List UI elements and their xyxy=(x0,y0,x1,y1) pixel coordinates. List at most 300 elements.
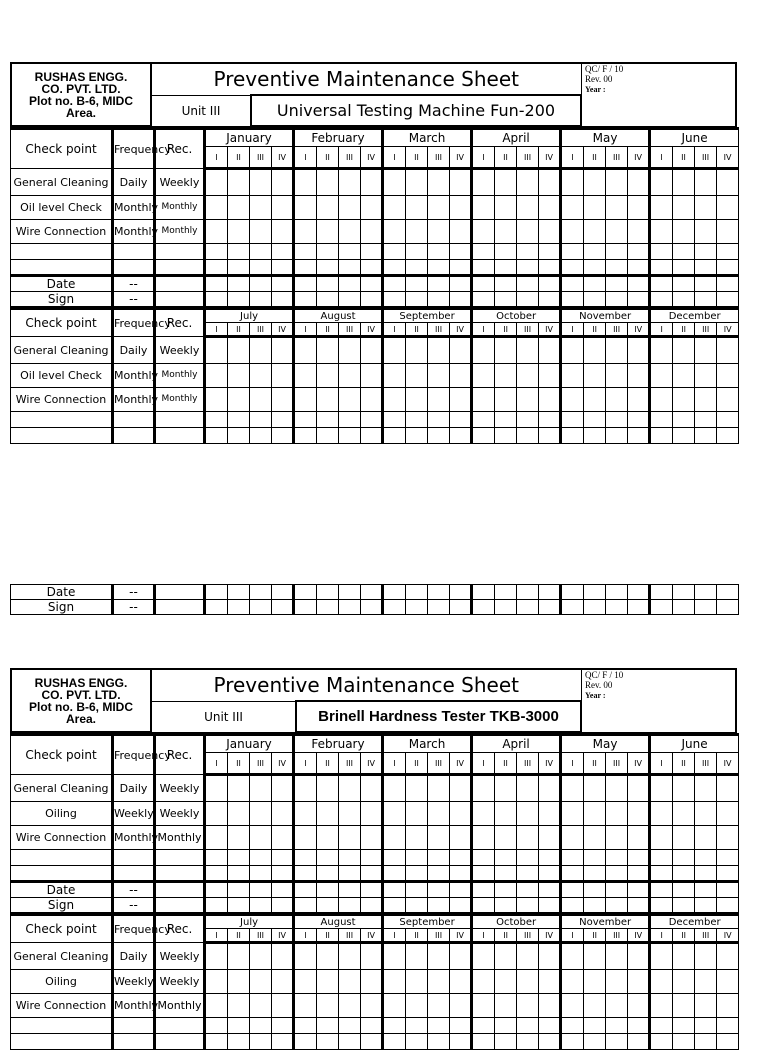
entry-cell[interactable] xyxy=(650,994,673,1018)
entry-cell[interactable] xyxy=(584,337,606,364)
entry-cell[interactable] xyxy=(339,428,361,444)
entry-cell[interactable] xyxy=(406,882,428,898)
entry-cell[interactable] xyxy=(717,169,739,196)
entry-cell[interactable] xyxy=(717,220,739,244)
entry-cell[interactable] xyxy=(250,826,272,850)
entry-cell[interactable] xyxy=(428,1034,450,1050)
entry-cell[interactable] xyxy=(250,292,272,307)
entry-cell[interactable] xyxy=(428,1018,450,1034)
entry-cell[interactable] xyxy=(472,260,495,276)
entry-cell[interactable] xyxy=(517,994,539,1018)
entry-cell[interactable] xyxy=(495,882,517,898)
entry-cell[interactable] xyxy=(428,585,450,600)
entry-cell[interactable] xyxy=(428,943,450,970)
entry-cell[interactable] xyxy=(428,292,450,307)
entry-cell[interactable] xyxy=(472,337,495,364)
entry-cell[interactable] xyxy=(650,260,673,276)
entry-cell[interactable] xyxy=(584,292,606,307)
entry-cell[interactable] xyxy=(695,898,717,913)
entry-cell[interactable] xyxy=(517,1034,539,1050)
entry-cell[interactable] xyxy=(228,196,250,220)
entry-cell[interactable] xyxy=(361,850,383,866)
entry-cell[interactable] xyxy=(539,850,561,866)
entry-cell[interactable] xyxy=(606,585,628,600)
entry-cell[interactable] xyxy=(584,388,606,412)
entry-cell[interactable] xyxy=(584,585,606,600)
entry-cell[interactable] xyxy=(317,276,339,292)
entry-cell[interactable] xyxy=(317,866,339,882)
entry-cell[interactable] xyxy=(272,775,294,802)
entry-cell[interactable] xyxy=(339,388,361,412)
entry-cell[interactable] xyxy=(606,388,628,412)
entry-cell[interactable] xyxy=(628,244,650,260)
entry-cell[interactable] xyxy=(250,428,272,444)
entry-cell[interactable] xyxy=(584,994,606,1018)
entry-cell[interactable] xyxy=(650,364,673,388)
entry-cell[interactable] xyxy=(294,337,317,364)
entry-cell[interactable] xyxy=(717,412,739,428)
entry-cell[interactable] xyxy=(673,337,695,364)
entry-cell[interactable] xyxy=(428,994,450,1018)
entry-cell[interactable] xyxy=(339,826,361,850)
entry-cell[interactable] xyxy=(406,1018,428,1034)
entry-cell[interactable] xyxy=(561,898,584,913)
entry-cell[interactable] xyxy=(628,994,650,1018)
entry-cell[interactable] xyxy=(205,775,228,802)
entry-cell[interactable] xyxy=(450,428,472,444)
entry-cell[interactable] xyxy=(561,244,584,260)
entry-cell[interactable] xyxy=(272,882,294,898)
entry-cell[interactable] xyxy=(695,428,717,444)
entry-cell[interactable] xyxy=(205,1034,228,1050)
entry-cell[interactable] xyxy=(228,850,250,866)
entry-cell[interactable] xyxy=(250,943,272,970)
entry-cell[interactable] xyxy=(294,882,317,898)
entry-cell[interactable] xyxy=(584,412,606,428)
entry-cell[interactable] xyxy=(205,428,228,444)
entry-cell[interactable] xyxy=(539,970,561,994)
entry-cell[interactable] xyxy=(717,898,739,913)
entry-cell[interactable] xyxy=(228,292,250,307)
entry-cell[interactable] xyxy=(383,276,406,292)
entry-cell[interactable] xyxy=(673,866,695,882)
entry-cell[interactable] xyxy=(250,775,272,802)
entry-cell[interactable] xyxy=(673,943,695,970)
entry-cell[interactable] xyxy=(495,970,517,994)
entry-cell[interactable] xyxy=(339,412,361,428)
entry-cell[interactable] xyxy=(294,364,317,388)
entry-cell[interactable] xyxy=(695,826,717,850)
entry-cell[interactable] xyxy=(717,775,739,802)
entry-cell[interactable] xyxy=(539,412,561,428)
entry-cell[interactable] xyxy=(517,826,539,850)
entry-cell[interactable] xyxy=(383,882,406,898)
entry-cell[interactable] xyxy=(272,428,294,444)
entry-cell[interactable] xyxy=(628,866,650,882)
entry-cell[interactable] xyxy=(695,244,717,260)
entry-cell[interactable] xyxy=(228,1034,250,1050)
entry-cell[interactable] xyxy=(361,388,383,412)
entry-cell[interactable] xyxy=(450,196,472,220)
entry-cell[interactable] xyxy=(695,882,717,898)
entry-cell[interactable] xyxy=(650,802,673,826)
entry-cell[interactable] xyxy=(472,388,495,412)
entry-cell[interactable] xyxy=(695,850,717,866)
entry-cell[interactable] xyxy=(294,826,317,850)
entry-cell[interactable] xyxy=(317,196,339,220)
entry-cell[interactable] xyxy=(539,428,561,444)
entry-cell[interactable] xyxy=(406,196,428,220)
entry-cell[interactable] xyxy=(228,244,250,260)
entry-cell[interactable] xyxy=(450,850,472,866)
entry-cell[interactable] xyxy=(250,220,272,244)
entry-cell[interactable] xyxy=(317,337,339,364)
entry-cell[interactable] xyxy=(294,196,317,220)
entry-cell[interactable] xyxy=(383,1018,406,1034)
entry-cell[interactable] xyxy=(472,364,495,388)
entry-cell[interactable] xyxy=(539,943,561,970)
entry-cell[interactable] xyxy=(584,775,606,802)
entry-cell[interactable] xyxy=(428,428,450,444)
entry-cell[interactable] xyxy=(339,1018,361,1034)
entry-cell[interactable] xyxy=(406,292,428,307)
entry-cell[interactable] xyxy=(517,220,539,244)
entry-cell[interactable] xyxy=(606,364,628,388)
entry-cell[interactable] xyxy=(606,802,628,826)
entry-cell[interactable] xyxy=(695,970,717,994)
entry-cell[interactable] xyxy=(650,196,673,220)
entry-cell[interactable] xyxy=(628,292,650,307)
entry-cell[interactable] xyxy=(495,775,517,802)
entry-cell[interactable] xyxy=(472,943,495,970)
entry-cell[interactable] xyxy=(228,775,250,802)
entry-cell[interactable] xyxy=(584,898,606,913)
entry-cell[interactable] xyxy=(695,600,717,615)
entry-cell[interactable] xyxy=(272,585,294,600)
entry-cell[interactable] xyxy=(406,943,428,970)
date-rec-cell[interactable] xyxy=(155,585,205,600)
entry-cell[interactable] xyxy=(450,260,472,276)
entry-cell[interactable] xyxy=(561,388,584,412)
entry-cell[interactable] xyxy=(205,276,228,292)
entry-cell[interactable] xyxy=(561,775,584,802)
entry-cell[interactable] xyxy=(539,169,561,196)
entry-cell[interactable] xyxy=(606,412,628,428)
entry-cell[interactable] xyxy=(650,882,673,898)
entry-cell[interactable] xyxy=(272,337,294,364)
entry-cell[interactable] xyxy=(650,276,673,292)
entry-cell[interactable] xyxy=(317,1018,339,1034)
entry-cell[interactable] xyxy=(517,388,539,412)
entry-cell[interactable] xyxy=(673,364,695,388)
entry-cell[interactable] xyxy=(205,292,228,307)
entry-cell[interactable] xyxy=(561,600,584,615)
entry-cell[interactable] xyxy=(294,412,317,428)
entry-cell[interactable] xyxy=(695,412,717,428)
entry-cell[interactable] xyxy=(539,802,561,826)
entry-cell[interactable] xyxy=(450,970,472,994)
entry-cell[interactable] xyxy=(339,337,361,364)
entry-cell[interactable] xyxy=(495,826,517,850)
entry-cell[interactable] xyxy=(294,600,317,615)
entry-cell[interactable] xyxy=(383,412,406,428)
sign-rec-cell[interactable] xyxy=(155,600,205,615)
entry-cell[interactable] xyxy=(606,337,628,364)
entry-cell[interactable] xyxy=(517,428,539,444)
entry-cell[interactable] xyxy=(450,802,472,826)
entry-cell[interactable] xyxy=(428,244,450,260)
entry-cell[interactable] xyxy=(539,337,561,364)
entry-cell[interactable] xyxy=(539,220,561,244)
entry-cell[interactable] xyxy=(383,898,406,913)
entry-cell[interactable] xyxy=(205,600,228,615)
entry-cell[interactable] xyxy=(495,943,517,970)
entry-cell[interactable] xyxy=(628,428,650,444)
entry-cell[interactable] xyxy=(450,866,472,882)
entry-cell[interactable] xyxy=(628,220,650,244)
entry-cell[interactable] xyxy=(561,1034,584,1050)
entry-cell[interactable] xyxy=(406,412,428,428)
entry-cell[interactable] xyxy=(361,866,383,882)
entry-cell[interactable] xyxy=(673,994,695,1018)
entry-cell[interactable] xyxy=(272,943,294,970)
entry-cell[interactable] xyxy=(539,585,561,600)
entry-cell[interactable] xyxy=(628,600,650,615)
entry-cell[interactable] xyxy=(294,260,317,276)
entry-cell[interactable] xyxy=(673,196,695,220)
entry-cell[interactable] xyxy=(628,364,650,388)
entry-cell[interactable] xyxy=(495,994,517,1018)
entry-cell[interactable] xyxy=(695,775,717,802)
entry-cell[interactable] xyxy=(606,943,628,970)
entry-cell[interactable] xyxy=(339,943,361,970)
entry-cell[interactable] xyxy=(450,388,472,412)
entry-cell[interactable] xyxy=(205,585,228,600)
entry-cell[interactable] xyxy=(450,169,472,196)
entry-cell[interactable] xyxy=(294,866,317,882)
entry-cell[interactable] xyxy=(517,412,539,428)
entry-cell[interactable] xyxy=(517,276,539,292)
entry-cell[interactable] xyxy=(472,428,495,444)
entry-cell[interactable] xyxy=(339,882,361,898)
entry-cell[interactable] xyxy=(205,826,228,850)
entry-cell[interactable] xyxy=(584,943,606,970)
entry-cell[interactable] xyxy=(561,220,584,244)
entry-cell[interactable] xyxy=(406,585,428,600)
entry-cell[interactable] xyxy=(517,260,539,276)
entry-cell[interactable] xyxy=(539,826,561,850)
entry-cell[interactable] xyxy=(317,1034,339,1050)
entry-cell[interactable] xyxy=(717,1034,739,1050)
entry-cell[interactable] xyxy=(472,866,495,882)
entry-cell[interactable] xyxy=(361,1034,383,1050)
entry-cell[interactable] xyxy=(673,970,695,994)
entry-cell[interactable] xyxy=(317,970,339,994)
entry-cell[interactable] xyxy=(272,802,294,826)
entry-cell[interactable] xyxy=(673,826,695,850)
entry-cell[interactable] xyxy=(650,775,673,802)
entry-cell[interactable] xyxy=(650,943,673,970)
entry-cell[interactable] xyxy=(205,220,228,244)
entry-cell[interactable] xyxy=(450,364,472,388)
entry-cell[interactable] xyxy=(339,196,361,220)
entry-cell[interactable] xyxy=(495,585,517,600)
entry-cell[interactable] xyxy=(428,220,450,244)
entry-cell[interactable] xyxy=(472,220,495,244)
entry-cell[interactable] xyxy=(317,428,339,444)
entry-cell[interactable] xyxy=(606,898,628,913)
entry-cell[interactable] xyxy=(517,850,539,866)
entry-cell[interactable] xyxy=(250,1034,272,1050)
entry-cell[interactable] xyxy=(561,260,584,276)
entry-cell[interactable] xyxy=(472,276,495,292)
entry-cell[interactable] xyxy=(495,388,517,412)
entry-cell[interactable] xyxy=(361,970,383,994)
entry-cell[interactable] xyxy=(673,1034,695,1050)
entry-cell[interactable] xyxy=(294,220,317,244)
entry-cell[interactable] xyxy=(472,1034,495,1050)
entry-cell[interactable] xyxy=(339,244,361,260)
entry-cell[interactable] xyxy=(472,196,495,220)
entry-cell[interactable] xyxy=(650,292,673,307)
entry-cell[interactable] xyxy=(228,882,250,898)
entry-cell[interactable] xyxy=(495,898,517,913)
entry-cell[interactable] xyxy=(650,585,673,600)
entry-cell[interactable] xyxy=(472,292,495,307)
entry-cell[interactable] xyxy=(695,943,717,970)
entry-cell[interactable] xyxy=(406,850,428,866)
entry-cell[interactable] xyxy=(339,994,361,1018)
entry-cell[interactable] xyxy=(717,244,739,260)
entry-cell[interactable] xyxy=(517,585,539,600)
entry-cell[interactable] xyxy=(606,850,628,866)
entry-cell[interactable] xyxy=(317,826,339,850)
entry-cell[interactable] xyxy=(495,412,517,428)
entry-cell[interactable] xyxy=(717,1018,739,1034)
entry-cell[interactable] xyxy=(517,337,539,364)
entry-cell[interactable] xyxy=(317,802,339,826)
entry-cell[interactable] xyxy=(294,244,317,260)
entry-cell[interactable] xyxy=(584,866,606,882)
entry-cell[interactable] xyxy=(272,600,294,615)
entry-cell[interactable] xyxy=(228,994,250,1018)
entry-cell[interactable] xyxy=(695,364,717,388)
entry-cell[interactable] xyxy=(539,775,561,802)
entry-cell[interactable] xyxy=(205,260,228,276)
entry-cell[interactable] xyxy=(517,970,539,994)
entry-cell[interactable] xyxy=(517,1018,539,1034)
entry-cell[interactable] xyxy=(428,850,450,866)
entry-cell[interactable] xyxy=(495,220,517,244)
entry-cell[interactable] xyxy=(517,364,539,388)
entry-cell[interactable] xyxy=(250,412,272,428)
entry-cell[interactable] xyxy=(406,826,428,850)
entry-cell[interactable] xyxy=(606,866,628,882)
entry-cell[interactable] xyxy=(606,196,628,220)
entry-cell[interactable] xyxy=(472,585,495,600)
entry-cell[interactable] xyxy=(205,412,228,428)
entry-cell[interactable] xyxy=(650,1018,673,1034)
entry-cell[interactable] xyxy=(383,775,406,802)
entry-cell[interactable] xyxy=(205,850,228,866)
entry-cell[interactable] xyxy=(406,337,428,364)
entry-cell[interactable] xyxy=(294,970,317,994)
entry-cell[interactable] xyxy=(673,220,695,244)
entry-cell[interactable] xyxy=(383,585,406,600)
entry-cell[interactable] xyxy=(650,1034,673,1050)
entry-cell[interactable] xyxy=(650,220,673,244)
entry-cell[interactable] xyxy=(228,364,250,388)
entry-cell[interactable] xyxy=(495,1018,517,1034)
entry-cell[interactable] xyxy=(317,169,339,196)
entry-cell[interactable] xyxy=(628,775,650,802)
entry-cell[interactable] xyxy=(495,1034,517,1050)
entry-cell[interactable] xyxy=(495,260,517,276)
entry-cell[interactable] xyxy=(450,276,472,292)
entry-cell[interactable] xyxy=(428,882,450,898)
entry-cell[interactable] xyxy=(228,337,250,364)
entry-cell[interactable] xyxy=(294,994,317,1018)
entry-cell[interactable] xyxy=(628,1034,650,1050)
entry-cell[interactable] xyxy=(228,943,250,970)
entry-cell[interactable] xyxy=(205,898,228,913)
entry-cell[interactable] xyxy=(339,970,361,994)
entry-cell[interactable] xyxy=(205,802,228,826)
entry-cell[interactable] xyxy=(361,1018,383,1034)
entry-cell[interactable] xyxy=(539,1034,561,1050)
entry-cell[interactable] xyxy=(428,412,450,428)
entry-cell[interactable] xyxy=(383,220,406,244)
entry-cell[interactable] xyxy=(361,600,383,615)
entry-cell[interactable] xyxy=(383,600,406,615)
entry-cell[interactable] xyxy=(539,260,561,276)
entry-cell[interactable] xyxy=(272,388,294,412)
entry-cell[interactable] xyxy=(628,898,650,913)
entry-cell[interactable] xyxy=(406,260,428,276)
entry-cell[interactable] xyxy=(450,1018,472,1034)
entry-cell[interactable] xyxy=(650,337,673,364)
entry-cell[interactable] xyxy=(250,260,272,276)
entry-cell[interactable] xyxy=(628,412,650,428)
entry-cell[interactable] xyxy=(539,276,561,292)
entry-cell[interactable] xyxy=(361,220,383,244)
entry-cell[interactable] xyxy=(695,169,717,196)
entry-cell[interactable] xyxy=(250,1018,272,1034)
entry-cell[interactable] xyxy=(339,600,361,615)
entry-cell[interactable] xyxy=(450,775,472,802)
entry-cell[interactable] xyxy=(406,1034,428,1050)
entry-cell[interactable] xyxy=(695,866,717,882)
entry-cell[interactable] xyxy=(250,600,272,615)
entry-cell[interactable] xyxy=(673,428,695,444)
entry-cell[interactable] xyxy=(695,1018,717,1034)
entry-cell[interactable] xyxy=(673,585,695,600)
entry-cell[interactable] xyxy=(650,600,673,615)
entry-cell[interactable] xyxy=(472,970,495,994)
entry-cell[interactable] xyxy=(228,802,250,826)
entry-cell[interactable] xyxy=(250,898,272,913)
entry-cell[interactable] xyxy=(406,775,428,802)
entry-cell[interactable] xyxy=(628,850,650,866)
entry-cell[interactable] xyxy=(294,292,317,307)
entry-cell[interactable] xyxy=(539,244,561,260)
entry-cell[interactable] xyxy=(294,388,317,412)
entry-cell[interactable] xyxy=(383,428,406,444)
entry-cell[interactable] xyxy=(561,276,584,292)
entry-cell[interactable] xyxy=(673,169,695,196)
entry-cell[interactable] xyxy=(472,600,495,615)
entry-cell[interactable] xyxy=(650,244,673,260)
